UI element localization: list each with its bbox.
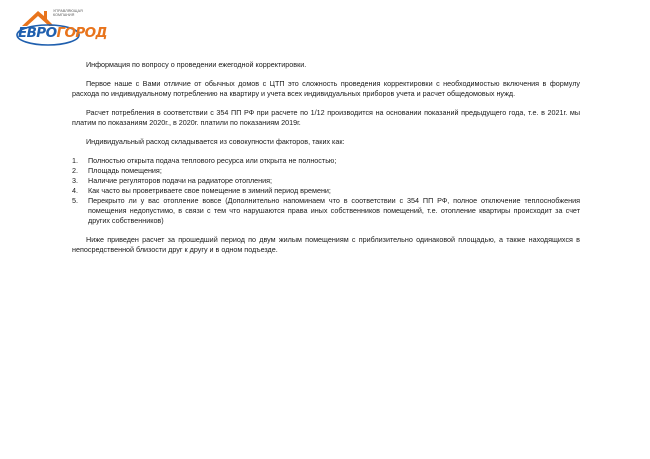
logo-wordmark [18, 25, 107, 41]
company-logo [14, 8, 107, 52]
list-item-text: Как часто вы проветриваете свое помещение в зимний период времени; [88, 186, 331, 195]
factors-list [72, 156, 580, 226]
paragraph-comparison: Ниже приведен расчет за прошедший период по двум жилым помещениям с приблизительно одинаковой площадью, а также находящихся в непосредственной близости друг к другу и в одном подъезде. [72, 235, 580, 254]
list-item-number: 1. [72, 156, 78, 165]
list-item [72, 156, 580, 166]
list-item-text: Перекрыто ли у вас отопление вовсе (Дополнительно напоминаем что в соответствии с 354 ПП РФ, полное отключение теплоснобжения помещения недопустимо, в связи с тем что нарушаются права иных собственников помещений, т.е. отопление квартиры происходит за счет других собственников) [88, 196, 580, 225]
list-item-number: 4. [72, 186, 78, 195]
logo-word-part2: ГОРОД [56, 25, 107, 41]
list-item-text: Полностью открыта подача теплового ресурса или открыта не полностью; [88, 156, 337, 165]
paragraph-calculation: Расчет потребления в соответствии с 354 ПП РФ при расчете по 1/12 производится на основании показаний предыдущего года, т.е. в 2021г. мы платим по показаниям 2020г., в 2020г. платили по показаниям 2019г. [72, 108, 580, 127]
list-item-text: Наличие регуляторов подачи на радиаторе отопления; [88, 176, 273, 185]
document-body [72, 60, 580, 255]
list-item [72, 166, 580, 176]
document-title-line: Информация по вопросу о проведении ежегодной корректировки. [86, 60, 307, 69]
list-item-number: 3. [72, 176, 78, 185]
logo-word-part1: ЕВРО [18, 25, 57, 41]
paragraph-differences: Первое наше с Вами отличие от обычных домов с ЦТП это сложность проведения корректировки с необходимостью включения в формулу расхода по индивидуальному потреблению на квартиру и учета всех индивидуальных приборов учета и расчет общедомовых нужд. [72, 79, 580, 98]
list-item-text: Площадь помещения; [88, 166, 162, 175]
logo-caption: УПРАВЛЯЮЩАЯ КОМПАНИЯ [53, 9, 83, 17]
list-item-number: 5. [72, 196, 78, 205]
list-item [72, 196, 580, 226]
paragraph-factors-intro: Индивидуальный расход складывается из совокупности факторов, таких как: [86, 137, 345, 146]
list-item-number: 2. [72, 166, 78, 175]
list-item [72, 186, 580, 196]
list-item [72, 176, 580, 186]
